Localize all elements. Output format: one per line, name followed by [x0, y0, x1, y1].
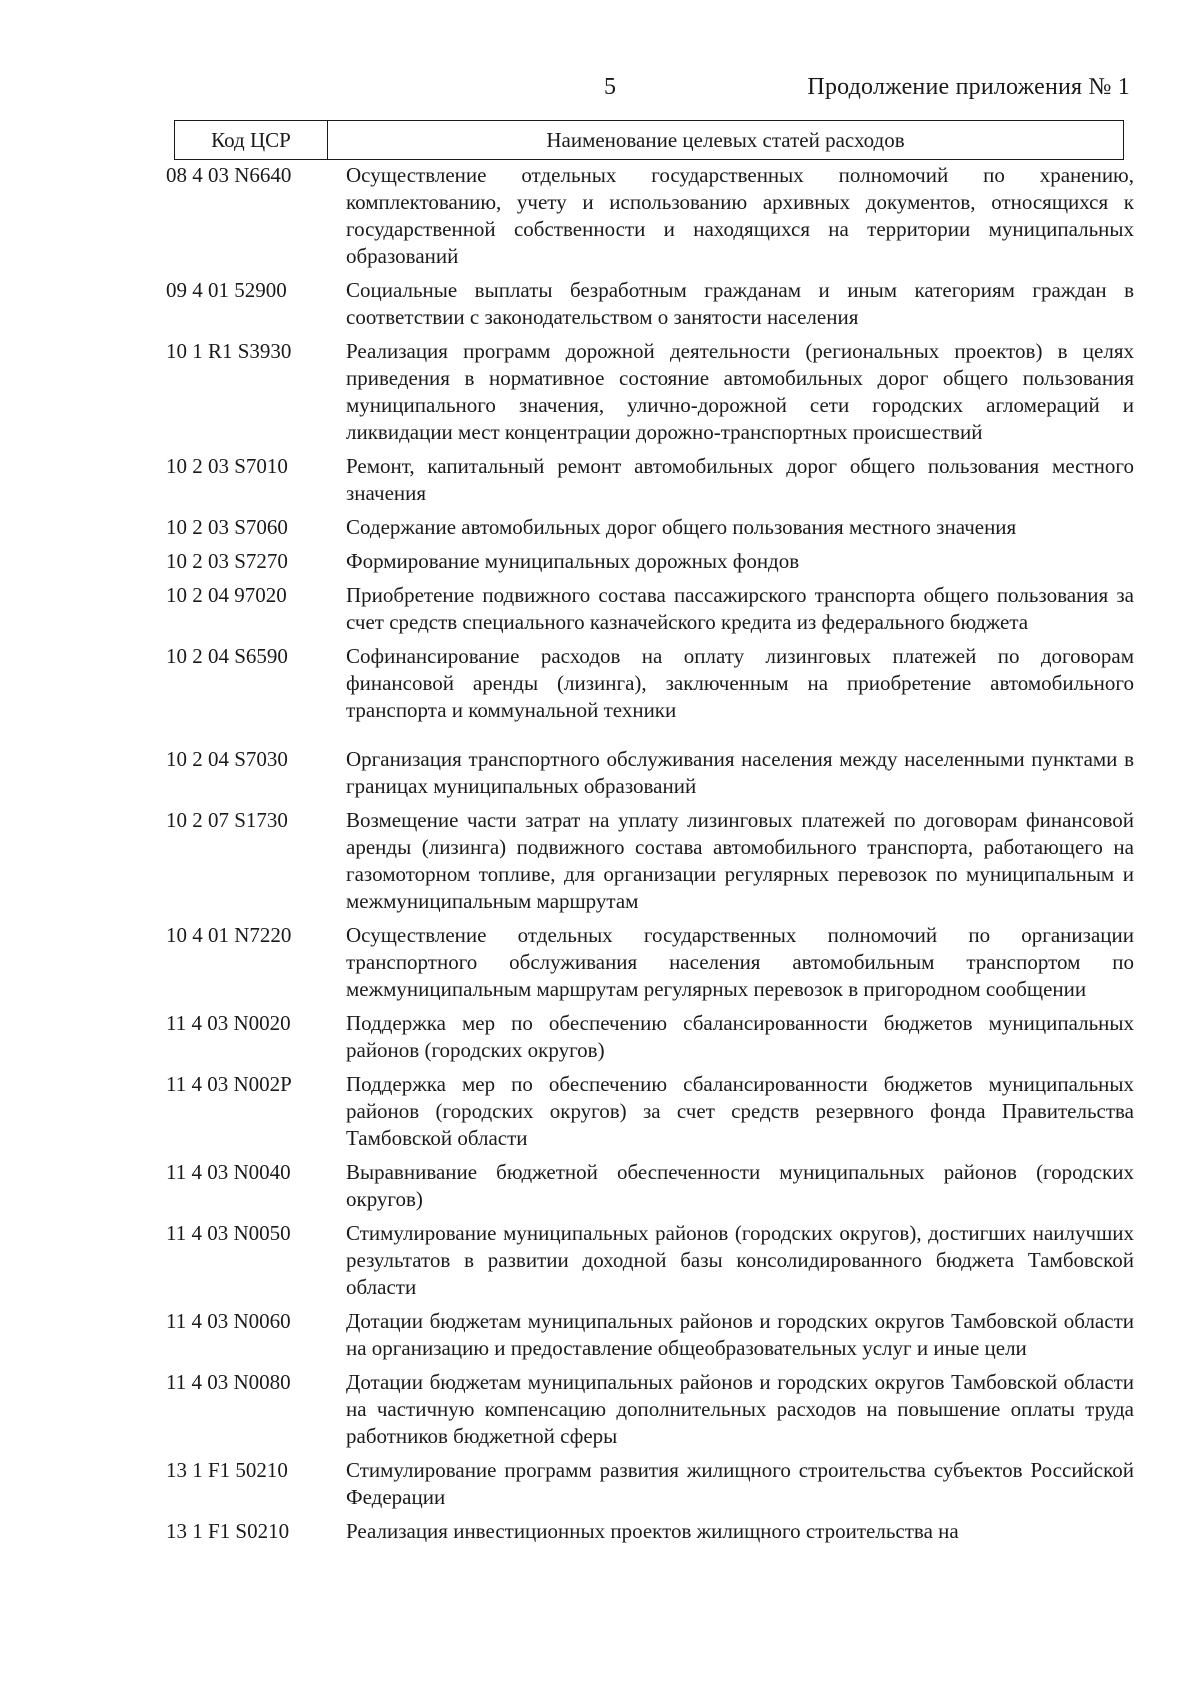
row-code: 11 4 03 N0040: [166, 1160, 291, 1184]
table-row: [166, 643, 1134, 724]
table-row: [166, 162, 1134, 270]
row-name: Осуществление отдельных государственных полномочий по организации транспортного обслуживания населения автомобильным транспортом по межмуниципальным маршрутам регулярных перевозок в пригородном сообщении: [346, 923, 1134, 1001]
row-code: 11 4 03 N0020: [166, 1011, 291, 1035]
row-code: 10 1 R1 S3930: [166, 339, 292, 363]
row-code: 09 4 01 52900: [166, 278, 287, 302]
row-name: Поддержка мер по обеспечению сбалансированности бюджетов муниципальных районов (городских округов): [346, 1011, 1134, 1062]
row-name: Осуществление отдельных государственных полномочий по хранению, комплектованию, учету и использованию архивных документов, относящихся к государственной собственности и находящихся на территории муниципальных образований: [346, 163, 1134, 268]
table-row: [166, 807, 1134, 915]
table-row: [166, 922, 1134, 1003]
row-name: Возмещение части затрат на уплату лизинговых платежей по договорам финансовой аренды (лизинга) подвижного состава автомобильного транспорта, работающего на газомоторном топливе, для организации регулярных перевозок по муниципальным и межмуниципальным маршрутам: [346, 808, 1134, 913]
table-row: [166, 1071, 1134, 1152]
row-name: Ремонт, капитальный ремонт автомобильных дорог общего пользования местного значения: [346, 454, 1134, 505]
table-row: [166, 338, 1134, 446]
row-name: Организация транспортного обслуживания населения между населенными пунктами в границах муниципальных образований: [346, 747, 1134, 798]
row-code: 08 4 03 N6640: [166, 163, 292, 187]
row-code: 10 2 03 S7060: [166, 515, 288, 539]
table-row: [166, 1220, 1134, 1301]
row-code: 11 4 03 N0050: [166, 1221, 291, 1245]
table-row: [166, 514, 1134, 541]
page-number: 5: [604, 74, 616, 100]
table-row: [166, 1159, 1134, 1213]
column-header-name: Наименование целевых статей расходов: [546, 127, 905, 152]
row-code: 11 4 03 N0080: [166, 1370, 291, 1394]
table-header: [174, 120, 1124, 160]
row-name: Формирование муниципальных дорожных фондов: [346, 549, 800, 573]
table-body: [166, 162, 1134, 1552]
row-name: Приобретение подвижного состава пассажирского транспорта общего пользования за счет средств специального казначейского кредита из федерального бюджета: [346, 583, 1134, 634]
table-row: [166, 277, 1134, 331]
row-code: 13 1 F1 50210: [166, 1458, 288, 1482]
table-row: [166, 582, 1134, 636]
row-name: Выравнивание бюджетной обеспеченности муниципальных районов (городских округов): [346, 1160, 1134, 1211]
row-code: 10 2 04 S7030: [166, 747, 288, 771]
row-name: Дотации бюджетам муниципальных районов и городских округов Тамбовской области на частичную компенсацию дополнительных расходов на повышение оплаты труда работников бюджетной сферы: [346, 1370, 1134, 1448]
table-row: [166, 453, 1134, 507]
table-row: [166, 1010, 1134, 1064]
row-code: 10 2 07 S1730: [166, 808, 288, 832]
table-row: [166, 1369, 1134, 1450]
column-header-code: Код ЦСР: [175, 121, 328, 159]
row-name: Социальные выплаты безработным гражданам и иным категориям граждан в соответствии с законодательством о занятости населения: [346, 278, 1134, 329]
row-name: Софинансирование расходов на оплату лизинговых платежей по договорам финансовой аренды (лизинга), заключенным на приобретение автомобильного транспорта и коммунальной техники: [346, 644, 1134, 722]
row-name: Реализация программ дорожной деятельности (региональных проектов) в целях приведения в нормативное состояние автомобильных дорог общего пользования муниципального значения, улично-дорожной сети городских агломераций и ликвидации мест концентрации дорожно-транспортных происшествий: [346, 339, 1134, 444]
appendix-continuation-note: Продолжение приложения № 1: [807, 74, 1130, 100]
row-name: Поддержка мер по обеспечению сбалансированности бюджетов муниципальных районов (городских округов) за счет средств резервного фонда Правительства Тамбовской области: [346, 1072, 1134, 1150]
table-row: [166, 1308, 1134, 1362]
table-row: [166, 1518, 1134, 1545]
row-code: 10 2 03 S7010: [166, 454, 288, 478]
row-code: 11 4 03 N0060: [166, 1309, 291, 1333]
row-name: Содержание автомобильных дорог общего пользования местного значения: [346, 515, 1017, 539]
row-code: 10 4 01 N7220: [166, 923, 292, 947]
table-row: [166, 746, 1134, 800]
row-name: Стимулирование программ развития жилищного строительства субъектов Российской Федерации: [346, 1458, 1134, 1509]
row-code: 11 4 03 N002P: [166, 1072, 292, 1096]
table-row: [166, 1457, 1134, 1511]
row-name: Реализация инвестиционных проектов жилищного строительства на: [346, 1519, 959, 1543]
row-code: 13 1 F1 S0210: [166, 1519, 290, 1543]
row-code: 10 2 03 S7270: [166, 549, 288, 573]
row-code: 10 2 04 97020: [166, 583, 287, 607]
row-name: Стимулирование муниципальных районов (городских округов), достигших наилучших результатов в развитии доходной базы консолидированного бюджета Тамбовской области: [346, 1221, 1134, 1299]
table-row: [166, 548, 1134, 575]
row-code: 10 2 04 S6590: [166, 644, 288, 668]
row-name: Дотации бюджетам муниципальных районов и городских округов Тамбовской области на организацию и предоставление общеобразовательных услуг и иные цели: [346, 1309, 1134, 1360]
